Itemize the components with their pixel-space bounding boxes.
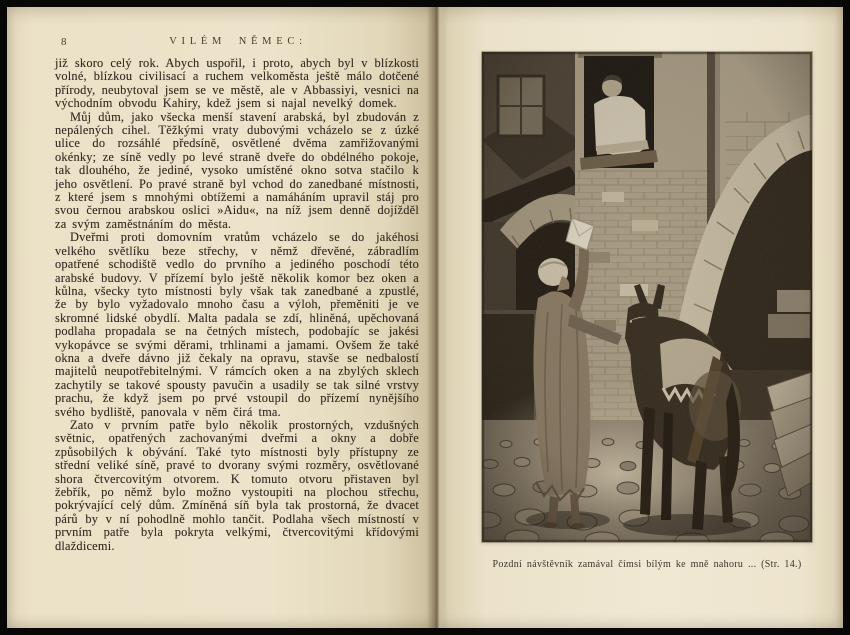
running-header: VILÉM NĚMEC: [169,36,307,47]
halftone-grain-overlay [482,52,812,542]
body-text [55,57,419,553]
paragraph: Dveřmi proti domovním vratům vcházelo se do jakéhosi velkého světlíku beze střechy, v němž dřevěné, zábradlím opatřené schodiště vedlo do prvního a jediného poschodí této arabské budovy. V přízemí bylo ještě několik komor bez oken a kůlna, všecky tyto místnosti byly však tak zanedbané a zpustlé, že by bylo vyžadovalo mnoho času a výloh, přeměniti je ve skromné lidské obydlí. Malta padala se zdí, hliněná, upěchovaná podlaha propadala se na četných místech, podobajíc se jakési vykopávce se svými děrami, trhlinami a jamami. Ovšem že také okna a dveře dávno již čekaly na opravu, stavše se nedbalostí majitelů neupotřebitelnými. V rámcích oken a na zbylých sklech zachytily se takové spousty pavučin a usadily se tak silné vrstvy prachu, že když jsem po prvé vstoupil do přízemí nynějšího svého bydliště, panovala v něm čirá tma. [55,230,419,419]
right-page [437,7,843,628]
illustration-caption: Pozdní návštěvník zamával čímsi bílým ke mně nahoru ... (Str. 14.) [492,559,802,570]
paragraph: Zato v prvním patře bylo několik prostorných, vzdušných světnic, opatřených zachovanými dveřmi a okny a dobře způsobilých k obývání. Také tyto místnosti byly přístupny ze střední veliké síně, pravé to dvorany svými rozměry, osvětlované shora čtvercovitým otvorem. K tomuto otvoru přistaven byl žebřík, po němž bylo možno vystoupiti na plochou střechu, pokrývající celý dům. Zmíněná síň byla tak prostorná, že dvacet párů by v ní pohodlně mohlo tančit. Podlaha všech místností v prvním patře byla pokryta velkými, čtvercovitými křídovými dlaždicemi. [55,417,419,553]
book-illustration [482,52,812,542]
illustration-drawing [482,52,812,542]
page-header [55,36,421,50]
left-page [7,7,437,628]
paragraph: Můj dům, jako všecka menší stavení arabská, byl zbudován z nepálených cihel. Těžkými vraty dubovými vcházelo se z úzké ulice do rozsáhlé předsíně, osvětlené dvěma zamřižovanými okénky; ze síně vedly po levé straně dveře do obdélného pokoje, tak dlouhého, že jediné, vysoko umístěné okno sotva stačilo k jeho osvětlení. Po pravé straně byl vchod do zanedbané místnosti, z které jsem s mnohými obtížemi a namáháním upravil stáj pro svou černou arabskou oslici »Aidu«, na níž jsem denně dojížděl za svým zaměstnáním do města. [55,109,419,231]
paragraph: již skoro celý rok. Abych uspořil, i proto, abych byl v blízkosti volné, blízkou civilisací a ruchem velkoměsta ještě málo dotčené přírody, neubytoval jsem se ve městě, ale v Abbassiyi, vesnici na východním obvodu Kahiry, kdež jsem si najal nevelký domek. [55,56,419,111]
page-number: 8 [61,36,68,48]
